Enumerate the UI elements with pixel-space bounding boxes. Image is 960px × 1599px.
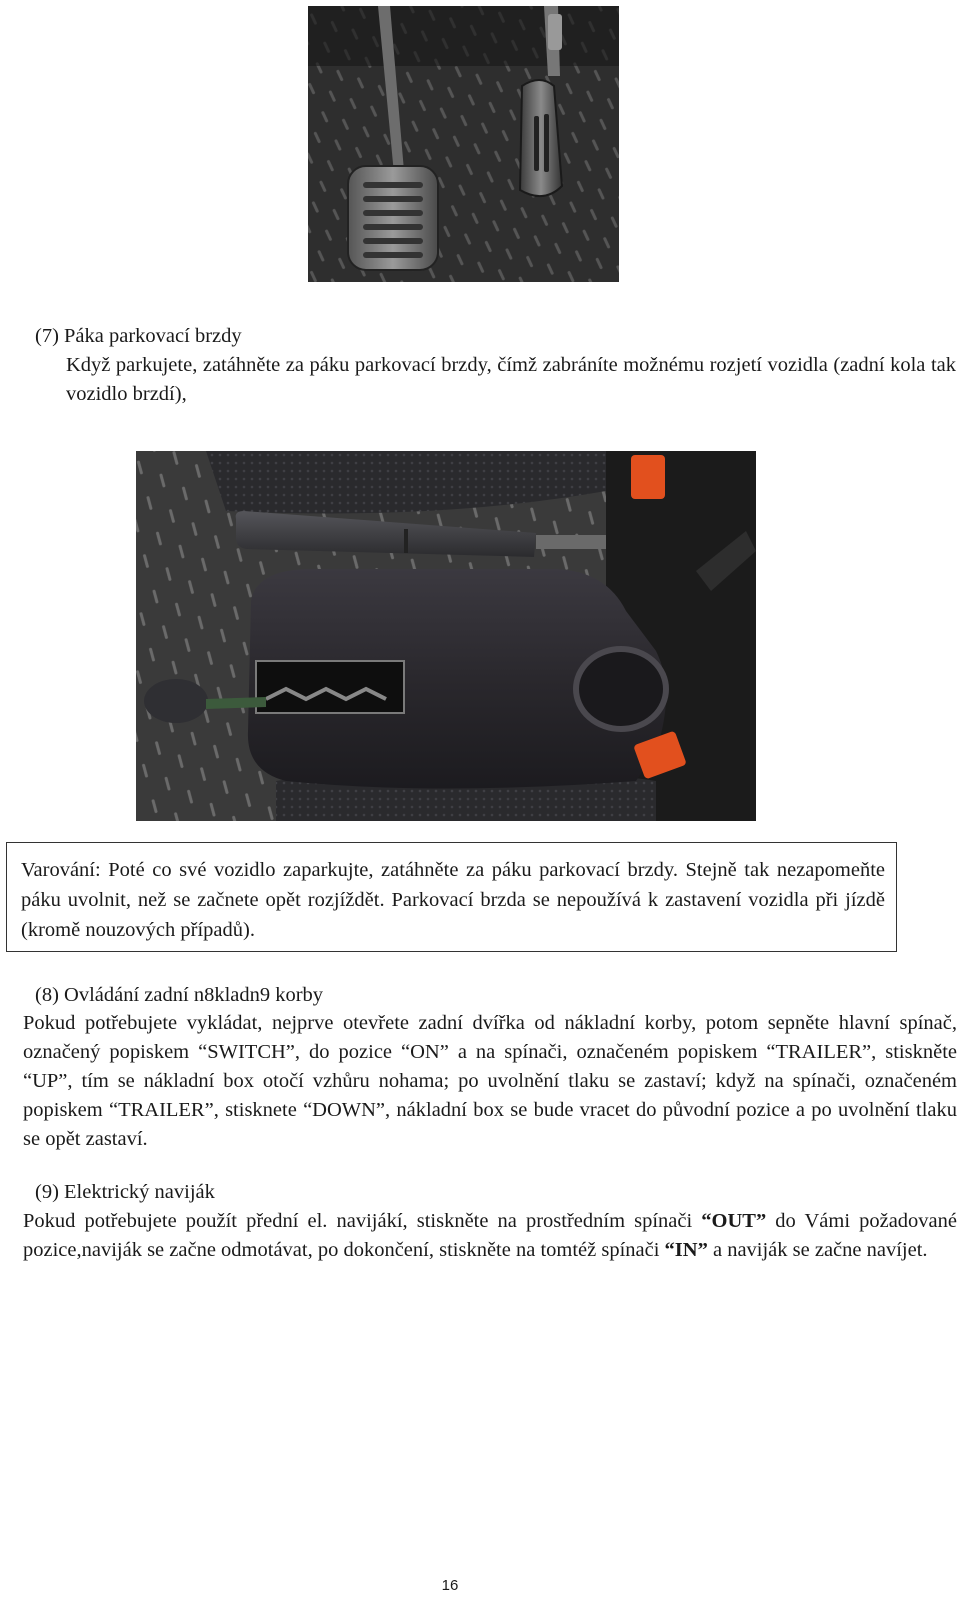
section-8-body: Pokud potřebujete vykládat, nejprve otevřete zadní dvířka od nákladní korby, potom sepněte hlavní spínač, označený popiskem “SWITCH”, do pozice “ON” a na spínači, označeném popiskem “TRAILER”, stiskněte “UP”, tím se nákladní box otočí vzhůru nohama; po uvolnění tlaku se zastaví; když na spínači, označeném popiskem “TRAILER”, stisknete “DOWN”, nákladní box se bude vracet do původní pozice a po uvolnění tlaku se opět zastaví. [23,1012,957,1150]
section-9-body [23,1207,957,1265]
warning-box [6,842,897,952]
warning-text: Varování: Poté co své vozidlo zaparkujte, zatáhněte za páku parkovací brzdy. Stejně tak nezapomeňte páku uvolnit, než se začnete opět rozjíždět. Parkovací brzda se nepoužívá k zastavení vozidla při jízdě (kromě nouzových případů). [21,859,885,941]
section-9-heading: (9) Elektrický naviják [35,1181,215,1203]
page-number: 16 [441,1577,459,1594]
section-9-body-part-1: Pokud potřebujete použít přední el. navijákí, stiskněte na prostředním spínači [23,1210,702,1232]
section-8-heading: (8) Ovládání zadní n8kladn9 korby [35,984,324,1006]
section-7-heading: (7) Páka parkovací brzdy [35,325,242,347]
out-label: “OUT” [701,1210,767,1232]
section-9-body-part-3: a naviják se začne navíjet. [707,1239,928,1261]
section-9-body-part-2: do Vámi požadované pozice,naviják se začne odmotávat, po dokončení, stiskněte na tomtéž spínači [23,1210,957,1261]
pedals-photo [308,6,619,282]
in-label: “IN” [664,1239,708,1261]
parking-brake-photo [136,451,756,821]
section-7-body: Když parkujete, zatáhněte za páku parkovací brzdy, čímž zabráníte možnému rozjetí vozidla (zadní kola tak vozidlo brzdí), [66,354,956,405]
